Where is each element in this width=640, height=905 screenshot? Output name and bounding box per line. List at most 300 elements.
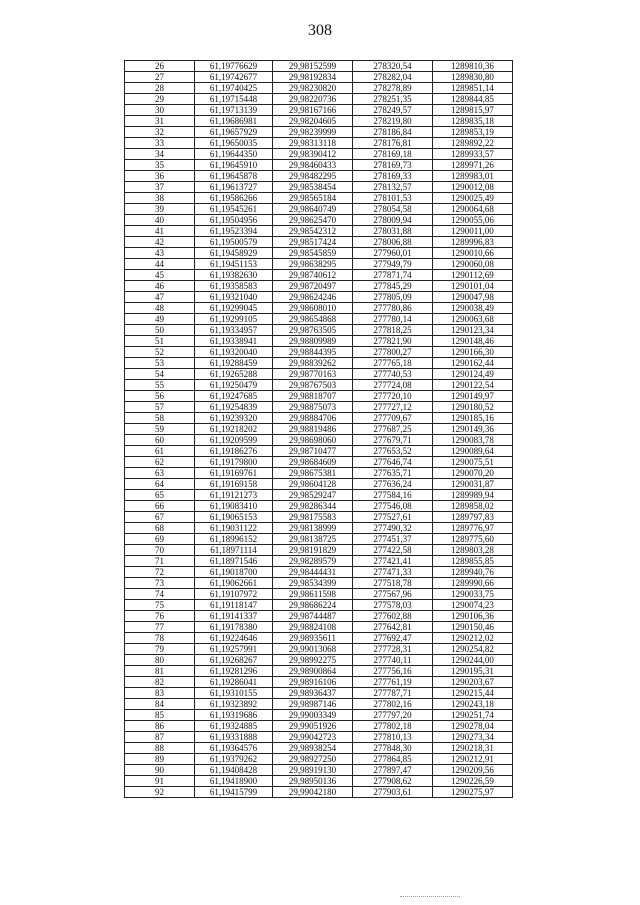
- latitude-cell: 61,19319686: [195, 710, 273, 721]
- coordinates-table-body: [125, 61, 513, 798]
- longitude-cell: 29,98916106: [273, 677, 353, 688]
- table-row: [125, 61, 513, 72]
- x-coordinate-cell: 277805,09: [353, 292, 433, 303]
- longitude-cell: 29,98220736: [273, 94, 353, 105]
- x-coordinate-cell: 278031,88: [353, 226, 433, 237]
- point-number-cell: 61: [125, 446, 195, 457]
- y-coordinate-cell: 1290010,66: [433, 248, 513, 259]
- table-row: [125, 171, 513, 182]
- longitude-cell: 29,99042180: [273, 787, 353, 798]
- x-coordinate-cell: 277848,30: [353, 743, 433, 754]
- table-row: [125, 688, 513, 699]
- table-row: [125, 435, 513, 446]
- longitude-cell: 29,98770163: [273, 369, 353, 380]
- table-row: [125, 138, 513, 149]
- y-coordinate-cell: 1290106,36: [433, 611, 513, 622]
- longitude-cell: 29,98698060: [273, 435, 353, 446]
- table-row: [125, 303, 513, 314]
- y-coordinate-cell: 1289810,36: [433, 61, 513, 72]
- latitude-cell: 61,19254839: [195, 402, 273, 413]
- point-number-cell: 54: [125, 369, 195, 380]
- table-row: [125, 534, 513, 545]
- point-number-cell: 72: [125, 567, 195, 578]
- point-number-cell: 77: [125, 622, 195, 633]
- latitude-cell: 61,19288459: [195, 358, 273, 369]
- latitude-cell: 61,19281296: [195, 666, 273, 677]
- x-coordinate-cell: 278251,35: [353, 94, 433, 105]
- y-coordinate-cell: 1290180,52: [433, 402, 513, 413]
- point-number-cell: 26: [125, 61, 195, 72]
- coordinates-table: [124, 60, 513, 798]
- latitude-cell: 61,19247685: [195, 391, 273, 402]
- y-coordinate-cell: 1289971,26: [433, 160, 513, 171]
- x-coordinate-cell: 277546,08: [353, 501, 433, 512]
- latitude-cell: 61,19320040: [195, 347, 273, 358]
- point-number-cell: 43: [125, 248, 195, 259]
- latitude-cell: 61,19169761: [195, 468, 273, 479]
- y-coordinate-cell: 1290209,56: [433, 765, 513, 776]
- point-number-cell: 89: [125, 754, 195, 765]
- x-coordinate-cell: 278169,18: [353, 149, 433, 160]
- x-coordinate-cell: 277724,08: [353, 380, 433, 391]
- longitude-cell: 29,98538454: [273, 182, 353, 193]
- table-row: [125, 655, 513, 666]
- y-coordinate-cell: 1289797,83: [433, 512, 513, 523]
- latitude-cell: 61,19250479: [195, 380, 273, 391]
- y-coordinate-cell: 1289835,18: [433, 116, 513, 127]
- longitude-cell: 29,98675381: [273, 468, 353, 479]
- point-number-cell: 28: [125, 83, 195, 94]
- point-number-cell: 37: [125, 182, 195, 193]
- longitude-cell: 29,98938254: [273, 743, 353, 754]
- y-coordinate-cell: 1289855,85: [433, 556, 513, 567]
- y-coordinate-cell: 1289933,57: [433, 149, 513, 160]
- latitude-cell: 61,19324885: [195, 721, 273, 732]
- x-coordinate-cell: 278054,58: [353, 204, 433, 215]
- latitude-cell: 61,19650035: [195, 138, 273, 149]
- longitude-cell: 29,98624246: [273, 292, 353, 303]
- table-row: [125, 710, 513, 721]
- table-row: [125, 347, 513, 358]
- table-row: [125, 380, 513, 391]
- latitude-cell: 61,19334957: [195, 325, 273, 336]
- table-row: [125, 721, 513, 732]
- point-number-cell: 60: [125, 435, 195, 446]
- x-coordinate-cell: 277864,85: [353, 754, 433, 765]
- longitude-cell: 29,98192834: [273, 72, 353, 83]
- point-number-cell: 42: [125, 237, 195, 248]
- longitude-cell: 29,98640749: [273, 204, 353, 215]
- point-number-cell: 58: [125, 413, 195, 424]
- x-coordinate-cell: 277787,71: [353, 688, 433, 699]
- latitude-cell: 61,19451153: [195, 259, 273, 270]
- point-number-cell: 59: [125, 424, 195, 435]
- point-number-cell: 62: [125, 457, 195, 468]
- latitude-cell: 61,19358583: [195, 281, 273, 292]
- x-coordinate-cell: 278169,73: [353, 160, 433, 171]
- table-row: [125, 457, 513, 468]
- table-row: [125, 479, 513, 490]
- longitude-cell: 29,98809989: [273, 336, 353, 347]
- table-row: [125, 512, 513, 523]
- latitude-cell: 61,19178380: [195, 622, 273, 633]
- latitude-cell: 61,19644350: [195, 149, 273, 160]
- table-row: [125, 281, 513, 292]
- latitude-cell: 61,19364576: [195, 743, 273, 754]
- point-number-cell: 30: [125, 105, 195, 116]
- latitude-cell: 61,19118147: [195, 600, 273, 611]
- latitude-cell: 61,19776629: [195, 61, 273, 72]
- x-coordinate-cell: 277471,33: [353, 567, 433, 578]
- point-number-cell: 36: [125, 171, 195, 182]
- y-coordinate-cell: 1289851,14: [433, 83, 513, 94]
- longitude-cell: 29,98992275: [273, 655, 353, 666]
- longitude-cell: 29,98204605: [273, 116, 353, 127]
- x-coordinate-cell: 278176,81: [353, 138, 433, 149]
- table-row: [125, 237, 513, 248]
- longitude-cell: 29,98935611: [273, 633, 353, 644]
- point-number-cell: 48: [125, 303, 195, 314]
- y-coordinate-cell: 1290273,34: [433, 732, 513, 743]
- latitude-cell: 61,19645878: [195, 171, 273, 182]
- y-coordinate-cell: 1290055,06: [433, 215, 513, 226]
- x-coordinate-cell: 277756,16: [353, 666, 433, 677]
- latitude-cell: 61,19286041: [195, 677, 273, 688]
- x-coordinate-cell: 277761,19: [353, 677, 433, 688]
- table-row: [125, 424, 513, 435]
- x-coordinate-cell: 277490,32: [353, 523, 433, 534]
- x-coordinate-cell: 278219,80: [353, 116, 433, 127]
- latitude-cell: 61,18971546: [195, 556, 273, 567]
- longitude-cell: 29,98824108: [273, 622, 353, 633]
- point-number-cell: 85: [125, 710, 195, 721]
- longitude-cell: 29,98744487: [273, 611, 353, 622]
- latitude-cell: 61,19031122: [195, 523, 273, 534]
- y-coordinate-cell: 1289990,66: [433, 578, 513, 589]
- footer-mark: [400, 896, 460, 897]
- table-row: [125, 83, 513, 94]
- x-coordinate-cell: 277422,58: [353, 545, 433, 556]
- longitude-cell: 29,98710477: [273, 446, 353, 457]
- latitude-cell: 61,19686981: [195, 116, 273, 127]
- point-number-cell: 91: [125, 776, 195, 787]
- table-row: [125, 325, 513, 336]
- x-coordinate-cell: 277692,47: [353, 633, 433, 644]
- x-coordinate-cell: 277810,13: [353, 732, 433, 743]
- table-row: [125, 776, 513, 787]
- y-coordinate-cell: 1290203,67: [433, 677, 513, 688]
- table-row: [125, 270, 513, 281]
- x-coordinate-cell: 277687,25: [353, 424, 433, 435]
- point-number-cell: 71: [125, 556, 195, 567]
- latitude-cell: 61,19713139: [195, 105, 273, 116]
- y-coordinate-cell: 1290150,46: [433, 622, 513, 633]
- table-row: [125, 215, 513, 226]
- x-coordinate-cell: 277567,96: [353, 589, 433, 600]
- x-coordinate-cell: 278101,53: [353, 193, 433, 204]
- table-row: [125, 314, 513, 325]
- longitude-cell: 29,98767503: [273, 380, 353, 391]
- longitude-cell: 29,98720497: [273, 281, 353, 292]
- point-number-cell: 83: [125, 688, 195, 699]
- point-number-cell: 56: [125, 391, 195, 402]
- latitude-cell: 61,19657929: [195, 127, 273, 138]
- point-number-cell: 41: [125, 226, 195, 237]
- latitude-cell: 61,19545261: [195, 204, 273, 215]
- table-row: [125, 259, 513, 270]
- point-number-cell: 78: [125, 633, 195, 644]
- x-coordinate-cell: 277765,18: [353, 358, 433, 369]
- table-row: [125, 545, 513, 556]
- table-row: [125, 666, 513, 677]
- latitude-cell: 61,19310155: [195, 688, 273, 699]
- longitude-cell: 29,98839262: [273, 358, 353, 369]
- x-coordinate-cell: 277518,78: [353, 578, 433, 589]
- point-number-cell: 87: [125, 732, 195, 743]
- y-coordinate-cell: 1290195,31: [433, 666, 513, 677]
- table-row: [125, 226, 513, 237]
- longitude-cell: 29,98545859: [273, 248, 353, 259]
- point-number-cell: 92: [125, 787, 195, 798]
- y-coordinate-cell: 1290083,78: [433, 435, 513, 446]
- y-coordinate-cell: 1290063,68: [433, 314, 513, 325]
- latitude-cell: 61,19224646: [195, 633, 273, 644]
- y-coordinate-cell: 1289983,01: [433, 171, 513, 182]
- table-row: [125, 413, 513, 424]
- point-number-cell: 52: [125, 347, 195, 358]
- x-coordinate-cell: 277740,53: [353, 369, 433, 380]
- latitude-cell: 61,19268267: [195, 655, 273, 666]
- y-coordinate-cell: 1290031,87: [433, 479, 513, 490]
- x-coordinate-cell: 277908,62: [353, 776, 433, 787]
- latitude-cell: 61,19141337: [195, 611, 273, 622]
- table-row: [125, 765, 513, 776]
- x-coordinate-cell: 277800,27: [353, 347, 433, 358]
- latitude-cell: 61,19408428: [195, 765, 273, 776]
- x-coordinate-cell: 277642,81: [353, 622, 433, 633]
- longitude-cell: 29,98608010: [273, 303, 353, 314]
- table-row: [125, 358, 513, 369]
- point-number-cell: 75: [125, 600, 195, 611]
- y-coordinate-cell: 1290148,46: [433, 336, 513, 347]
- latitude-cell: 61,19379262: [195, 754, 273, 765]
- point-number-cell: 86: [125, 721, 195, 732]
- x-coordinate-cell: 278009,94: [353, 215, 433, 226]
- latitude-cell: 61,19186276: [195, 446, 273, 457]
- point-number-cell: 64: [125, 479, 195, 490]
- y-coordinate-cell: 1290112,69: [433, 270, 513, 281]
- x-coordinate-cell: 277949,79: [353, 259, 433, 270]
- x-coordinate-cell: 277871,74: [353, 270, 433, 281]
- longitude-cell: 29,99003349: [273, 710, 353, 721]
- x-coordinate-cell: 278006,88: [353, 237, 433, 248]
- table-row: [125, 127, 513, 138]
- point-number-cell: 57: [125, 402, 195, 413]
- latitude-cell: 61,19500579: [195, 237, 273, 248]
- point-number-cell: 76: [125, 611, 195, 622]
- longitude-cell: 29,98936437: [273, 688, 353, 699]
- longitude-cell: 29,98286344: [273, 501, 353, 512]
- longitude-cell: 29,98638295: [273, 259, 353, 270]
- y-coordinate-cell: 1290101,04: [433, 281, 513, 292]
- latitude-cell: 61,19107972: [195, 589, 273, 600]
- point-number-cell: 32: [125, 127, 195, 138]
- longitude-cell: 29,98927250: [273, 754, 353, 765]
- table-row: [125, 402, 513, 413]
- latitude-cell: 61,19742677: [195, 72, 273, 83]
- y-coordinate-cell: 1290047,98: [433, 292, 513, 303]
- x-coordinate-cell: 277727,12: [353, 402, 433, 413]
- longitude-cell: 29,98763505: [273, 325, 353, 336]
- x-coordinate-cell: 277802,16: [353, 699, 433, 710]
- y-coordinate-cell: 1290212,91: [433, 754, 513, 765]
- longitude-cell: 29,98444431: [273, 567, 353, 578]
- x-coordinate-cell: 277897,47: [353, 765, 433, 776]
- point-number-cell: 51: [125, 336, 195, 347]
- x-coordinate-cell: 277720,10: [353, 391, 433, 402]
- point-number-cell: 53: [125, 358, 195, 369]
- y-coordinate-cell: 1290070,20: [433, 468, 513, 479]
- x-coordinate-cell: 277646,74: [353, 457, 433, 468]
- y-coordinate-cell: 1290218,31: [433, 743, 513, 754]
- longitude-cell: 29,98900864: [273, 666, 353, 677]
- y-coordinate-cell: 1290166,30: [433, 347, 513, 358]
- longitude-cell: 29,98884706: [273, 413, 353, 424]
- latitude-cell: 61,19338941: [195, 336, 273, 347]
- latitude-cell: 61,19169158: [195, 479, 273, 490]
- x-coordinate-cell: 278320,54: [353, 61, 433, 72]
- table-row: [125, 600, 513, 611]
- y-coordinate-cell: 1290254,82: [433, 644, 513, 655]
- x-coordinate-cell: 277960,01: [353, 248, 433, 259]
- y-coordinate-cell: 1290038,49: [433, 303, 513, 314]
- point-number-cell: 27: [125, 72, 195, 83]
- table-row: [125, 611, 513, 622]
- x-coordinate-cell: 278169,33: [353, 171, 433, 182]
- x-coordinate-cell: 277709,67: [353, 413, 433, 424]
- latitude-cell: 61,19586266: [195, 193, 273, 204]
- y-coordinate-cell: 1290123,34: [433, 325, 513, 336]
- latitude-cell: 61,19018700: [195, 567, 273, 578]
- longitude-cell: 29,98604128: [273, 479, 353, 490]
- latitude-cell: 61,19257991: [195, 644, 273, 655]
- x-coordinate-cell: 277821,90: [353, 336, 433, 347]
- x-coordinate-cell: 277780,14: [353, 314, 433, 325]
- page-number: 308: [308, 22, 332, 39]
- longitude-cell: 29,98819486: [273, 424, 353, 435]
- y-coordinate-cell: 1290075,51: [433, 457, 513, 468]
- longitude-cell: 29,98625470: [273, 215, 353, 226]
- table-row: [125, 391, 513, 402]
- table-row: [125, 490, 513, 501]
- table-row: [125, 677, 513, 688]
- latitude-cell: 61,19299045: [195, 303, 273, 314]
- longitude-cell: 29,98138999: [273, 523, 353, 534]
- y-coordinate-cell: 1290226,59: [433, 776, 513, 787]
- longitude-cell: 29,98313118: [273, 138, 353, 149]
- point-number-cell: 38: [125, 193, 195, 204]
- point-number-cell: 34: [125, 149, 195, 160]
- longitude-cell: 29,98289579: [273, 556, 353, 567]
- y-coordinate-cell: 1289830,80: [433, 72, 513, 83]
- latitude-cell: 61,19715448: [195, 94, 273, 105]
- longitude-cell: 29,98611598: [273, 589, 353, 600]
- y-coordinate-cell: 1290212,02: [433, 633, 513, 644]
- x-coordinate-cell: 277584,16: [353, 490, 433, 501]
- table-row: [125, 523, 513, 534]
- point-number-cell: 49: [125, 314, 195, 325]
- longitude-cell: 29,98654868: [273, 314, 353, 325]
- point-number-cell: 46: [125, 281, 195, 292]
- point-number-cell: 45: [125, 270, 195, 281]
- table-row: [125, 160, 513, 171]
- y-coordinate-cell: 1290244,00: [433, 655, 513, 666]
- x-coordinate-cell: 278278,89: [353, 83, 433, 94]
- y-coordinate-cell: 1290060,08: [433, 259, 513, 270]
- y-coordinate-cell: 1290011,00: [433, 226, 513, 237]
- latitude-cell: 61,19418900: [195, 776, 273, 787]
- table-row: [125, 754, 513, 765]
- latitude-cell: 61,19523394: [195, 226, 273, 237]
- point-number-cell: 90: [125, 765, 195, 776]
- longitude-cell: 29,98517424: [273, 237, 353, 248]
- longitude-cell: 29,98482295: [273, 171, 353, 182]
- longitude-cell: 29,98950136: [273, 776, 353, 787]
- point-number-cell: 79: [125, 644, 195, 655]
- y-coordinate-cell: 1290089,64: [433, 446, 513, 457]
- x-coordinate-cell: 277527,61: [353, 512, 433, 523]
- point-number-cell: 82: [125, 677, 195, 688]
- latitude-cell: 61,19504956: [195, 215, 273, 226]
- x-coordinate-cell: 277845,29: [353, 281, 433, 292]
- table-row: [125, 182, 513, 193]
- latitude-cell: 61,18971114: [195, 545, 273, 556]
- latitude-cell: 61,19062661: [195, 578, 273, 589]
- table-row: [125, 468, 513, 479]
- point-number-cell: 66: [125, 501, 195, 512]
- table-row: [125, 633, 513, 644]
- x-coordinate-cell: 277451,37: [353, 534, 433, 545]
- x-coordinate-cell: 278132,57: [353, 182, 433, 193]
- y-coordinate-cell: 1290124,49: [433, 369, 513, 380]
- table-row: [125, 644, 513, 655]
- table-row: [125, 72, 513, 83]
- longitude-cell: 29,98191829: [273, 545, 353, 556]
- table-row: [125, 94, 513, 105]
- latitude-cell: 61,19321040: [195, 292, 273, 303]
- y-coordinate-cell: 1290064,68: [433, 204, 513, 215]
- longitude-cell: 29,98542312: [273, 226, 353, 237]
- longitude-cell: 29,98460433: [273, 160, 353, 171]
- table-row: [125, 116, 513, 127]
- y-coordinate-cell: 1290149,36: [433, 424, 513, 435]
- point-number-cell: 68: [125, 523, 195, 534]
- y-coordinate-cell: 1289853,19: [433, 127, 513, 138]
- point-number-cell: 50: [125, 325, 195, 336]
- x-coordinate-cell: 277679,71: [353, 435, 433, 446]
- point-number-cell: 39: [125, 204, 195, 215]
- latitude-cell: 61,19458929: [195, 248, 273, 259]
- point-number-cell: 84: [125, 699, 195, 710]
- y-coordinate-cell: 1290012,08: [433, 182, 513, 193]
- table-row: [125, 787, 513, 798]
- point-number-cell: 65: [125, 490, 195, 501]
- point-number-cell: 31: [125, 116, 195, 127]
- y-coordinate-cell: 1289940,76: [433, 567, 513, 578]
- x-coordinate-cell: 277635,71: [353, 468, 433, 479]
- x-coordinate-cell: 277740,11: [353, 655, 433, 666]
- table-row: [125, 292, 513, 303]
